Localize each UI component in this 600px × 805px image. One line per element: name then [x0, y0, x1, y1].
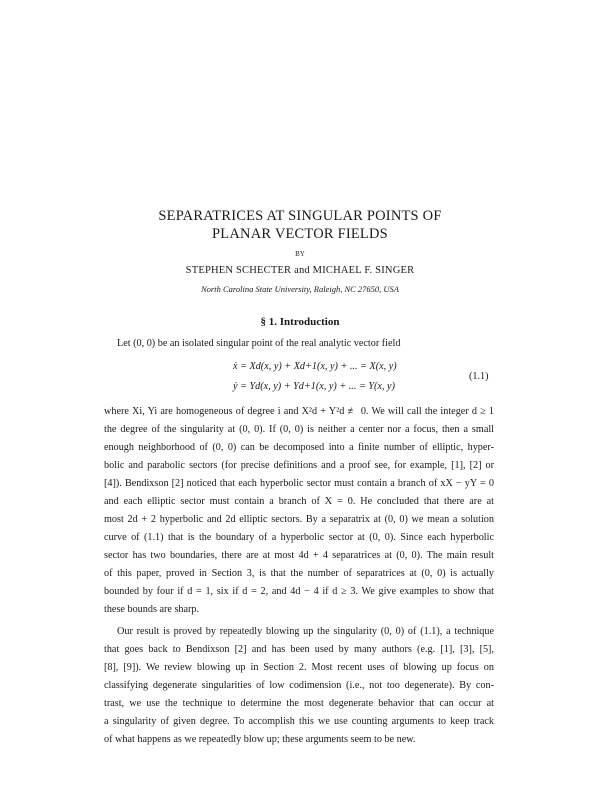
paragraph-1-line: [4]). Bendixson [2] noticed that each hyperbolic sector must contain a branch of xX − yY = 0	[104, 478, 494, 489]
affiliation: North Carolina State University, Raleigh, NC 27650, USA	[200, 284, 399, 294]
equation-line-2: ẏ = Yd(x, y) + Yd+1(x, y) + ... = Y(x, y)	[233, 381, 395, 392]
paragraph-1-line: of this paper, proved in Section 3, is that the number of separatrices at (0, 0) is actually	[104, 568, 494, 579]
paragraph-1-line: curve of (1.1) that is the boundary of a hyperbolic sector at (0, 0). Since each hyperbolic	[104, 532, 494, 543]
paragraph-1-line: bolic and parabolic sectors (for precise definitions and a proof see, for example, [1], [2] or	[104, 460, 494, 471]
authors: STEPHEN SCHECTER and MICHAEL F. SINGER	[185, 265, 415, 276]
paragraph-2-line: trast, we use the technique to determine the most degenerate behavior that can occur at	[104, 698, 494, 709]
paragraph-1-line: the degree of the singularity at (0, 0). If (0, 0) is neither a center nor a focus, then a small	[104, 424, 494, 435]
section-heading: § 1. Introduction	[260, 316, 340, 328]
paragraph-2-line: [8], [9]). We review blowing up in Section 2. Most recent uses of blowing up focus on	[104, 662, 494, 673]
paragraph-1-line: sector has two boundaries, there are at most 4d + 4 separatrices at (0, 0). The main result	[104, 550, 494, 561]
paragraph-1-line: enough neighborhood of (0, 0) can be decomposed into a finite number of elliptic, hyper-	[104, 442, 494, 453]
paragraph-1-line: these bounds are sharp.	[104, 604, 200, 615]
paragraph-2-line: that goes back to Bendixson [2] and has been used by many authors (e.g. [1], [3], [5],	[104, 644, 494, 655]
paragraph-2-line: a singularity of given degree. To accomplish this we use counting arguments to keep track	[104, 716, 494, 727]
paragraph-1-line: most 2d + 2 hyperbolic and 2d elliptic sectors. By a separatrix at (0, 0) we mean a solution	[104, 514, 494, 525]
intro-line: Let (0, 0) be an isolated singular point of the real analytic vector field	[117, 338, 401, 349]
equation-line-1: ẋ = Xd(x, y) + Xd+1(x, y) + ... = X(x, y)	[233, 361, 397, 372]
paragraph-1-line: where Xi, Yi are homogeneous of degree i and X²d + Y²d ≢ 0. We will call the integer d ≥ 1	[104, 406, 494, 417]
paragraph-2-line: of what happens as we repeatedly blow up; these arguments seem to be new.	[104, 734, 416, 745]
title-line-2: PLANAR VECTOR FIELDS	[212, 226, 388, 242]
title-line-1: SEPARATRICES AT SINGULAR POINTS OF	[158, 208, 442, 224]
paragraph-2-line: Our result is proved by repeatedly blowing up the singularity (0, 0) of (1.1), a technique	[117, 626, 494, 637]
equation-number: (1.1)	[469, 371, 489, 382]
paragraph-1-line: and each elliptic sector must contain a branch of X = 0. He concluded that there are at	[104, 496, 494, 507]
paragraph-2-line: classifying degenerate singularities of low codimension (i.e., not too degenerate). By con-	[104, 680, 494, 691]
by-label: BY	[295, 250, 305, 258]
paragraph-1-line: bounded by four if d = 1, six if d = 2, and 4d − 4 if d ≥ 3. We give examples to show that	[104, 586, 494, 597]
